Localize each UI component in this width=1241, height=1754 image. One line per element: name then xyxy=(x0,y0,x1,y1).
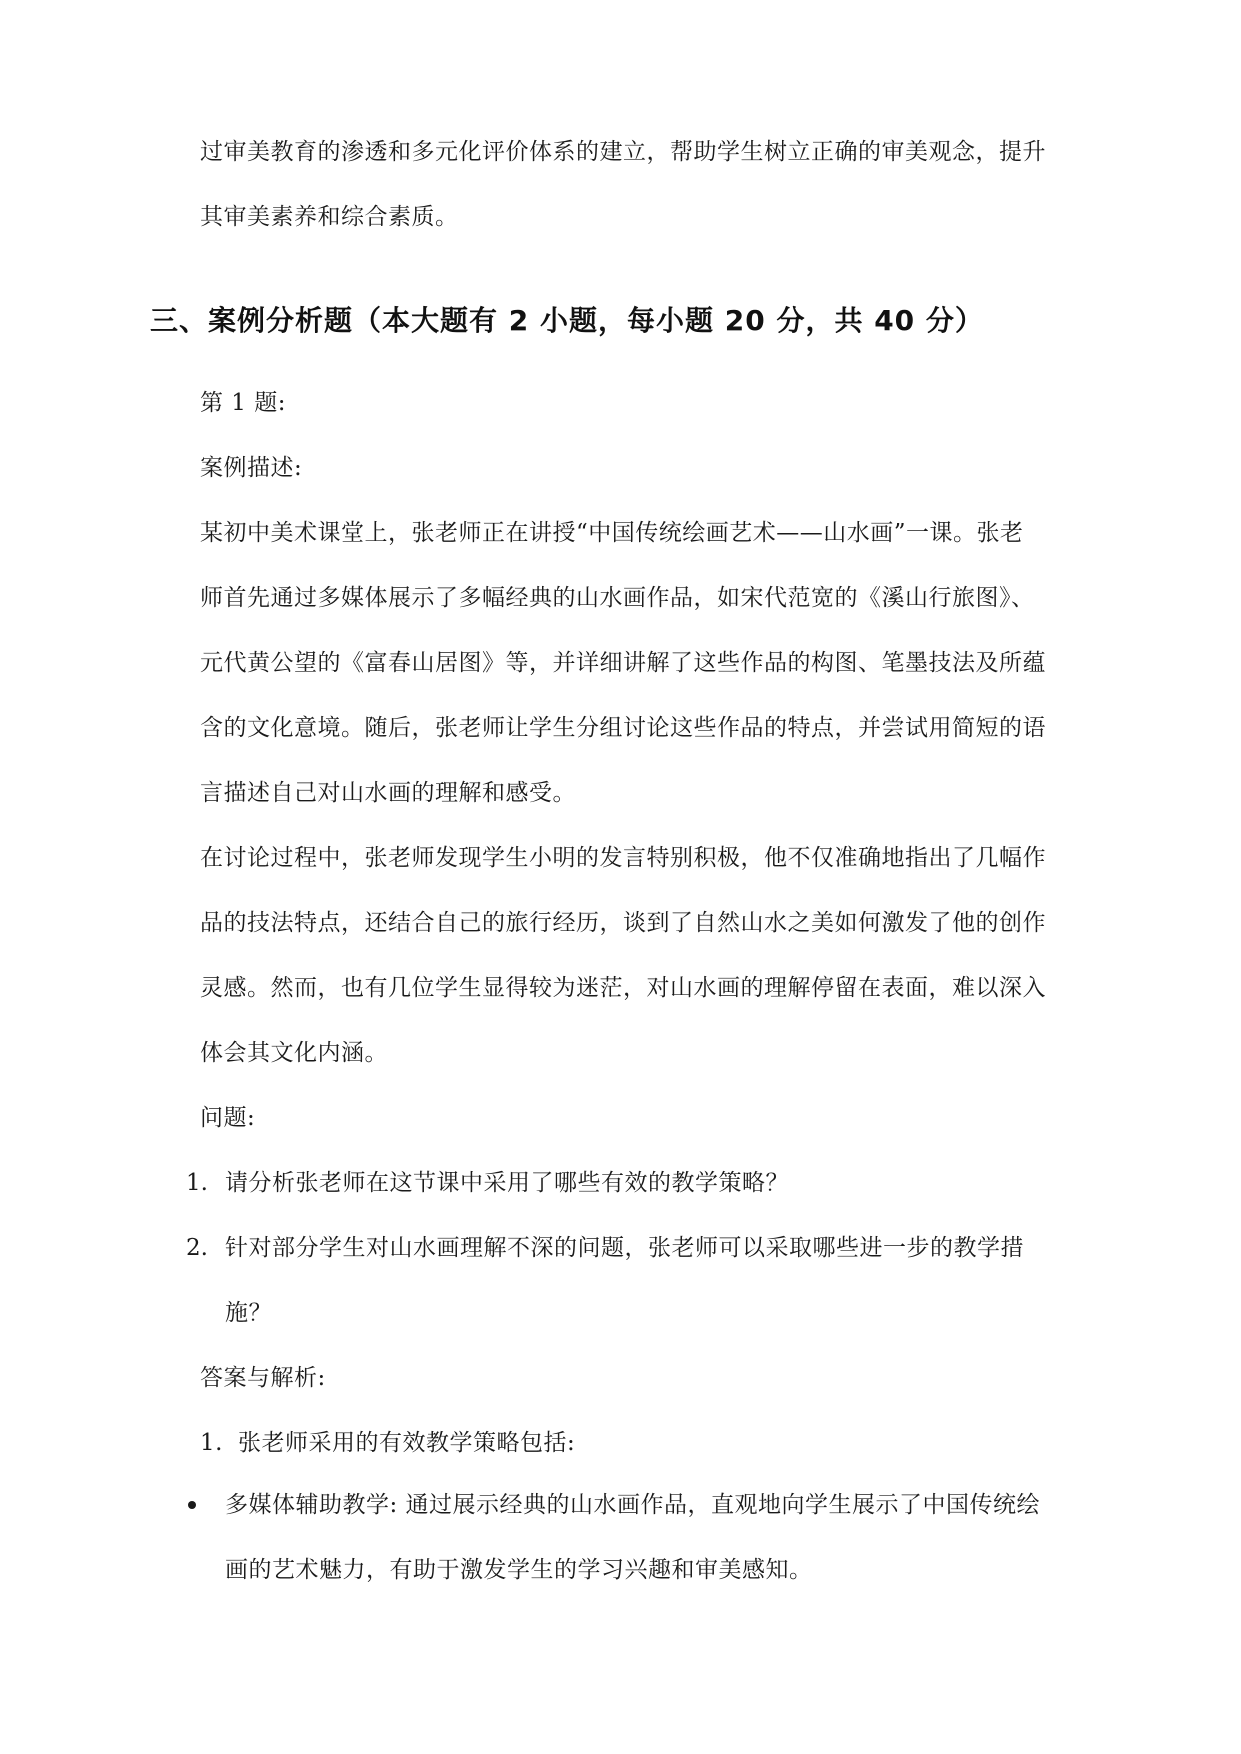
answer-label: 答案与解析: xyxy=(200,1365,326,1391)
case-para2-line: 在讨论过程中，张老师发现学生小明的发言特别积极，他不仅准确地指出了几幅作 xyxy=(200,845,1046,871)
answer-item-text: 张老师采用的有效教学策略包括: xyxy=(238,1430,576,1456)
question-number: 1. xyxy=(186,1170,208,1196)
intro-line-1: 过审美教育的渗透和多元化评价体系的建立，帮助学生树立正确的审美观念，提升 xyxy=(200,139,1046,165)
question-text: 请分析张老师在这节课中采用了哪些有效的教学策略？ xyxy=(225,1170,789,1196)
question-label: 第 1 题: xyxy=(200,390,287,416)
case-para1-line: 含的文化意境。随后，张老师让学生分组讨论这些作品的特点，并尝试用简短的语 xyxy=(200,715,1046,741)
bullet-text: 画的艺术魅力，有助于激发学生的学习兴趣和审美感知。 xyxy=(225,1557,813,1583)
answer-item-number: 1. xyxy=(200,1430,223,1456)
bullet-text: 多媒体辅助教学: 通过展示经典的山水画作品，直观地向学生展示了中国传统绘 xyxy=(225,1492,1041,1518)
case-para2-line: 品的技法特点，还结合自己的旅行经历，谈到了自然山水之美如何激发了他的创作 xyxy=(200,910,1046,936)
case-para1-line: 师首先通过多媒体展示了多幅经典的山水画作品，如宋代范宽的《溪山行旅图》、 xyxy=(200,585,1035,611)
case-para2-line: 体会其文化内涵。 xyxy=(200,1040,388,1066)
case-label: 案例描述: xyxy=(200,455,303,481)
section-heading: 三、案例分析题（本大题有 2 小题，每小题 20 分，共 40 分） xyxy=(150,304,984,337)
question-number: 2. xyxy=(186,1235,208,1261)
questions-label: 问题: xyxy=(200,1105,256,1131)
question-text: 针对部分学生对山水画理解不深的问题，张老师可以采取哪些进一步的教学措 xyxy=(225,1235,1024,1261)
case-para1-line: 某初中美术课堂上，张老师正在讲授“中国传统绘画艺术——山水画”一课。张老 xyxy=(200,520,1024,546)
case-para2-line: 灵感。然而，也有几位学生显得较为迷茫，对山水画的理解停留在表面，难以深入 xyxy=(200,975,1046,1001)
bullet-icon xyxy=(188,1501,196,1509)
case-para1-line: 元代黄公望的《富春山居图》等，并详细讲解了这些作品的构图、笔墨技法及所蕴 xyxy=(200,650,1046,676)
case-para1-line: 言描述自己对山水画的理解和感受。 xyxy=(200,780,576,806)
intro-line-2: 其审美素养和综合素质。 xyxy=(200,204,459,230)
question-text: 施？ xyxy=(225,1300,272,1326)
